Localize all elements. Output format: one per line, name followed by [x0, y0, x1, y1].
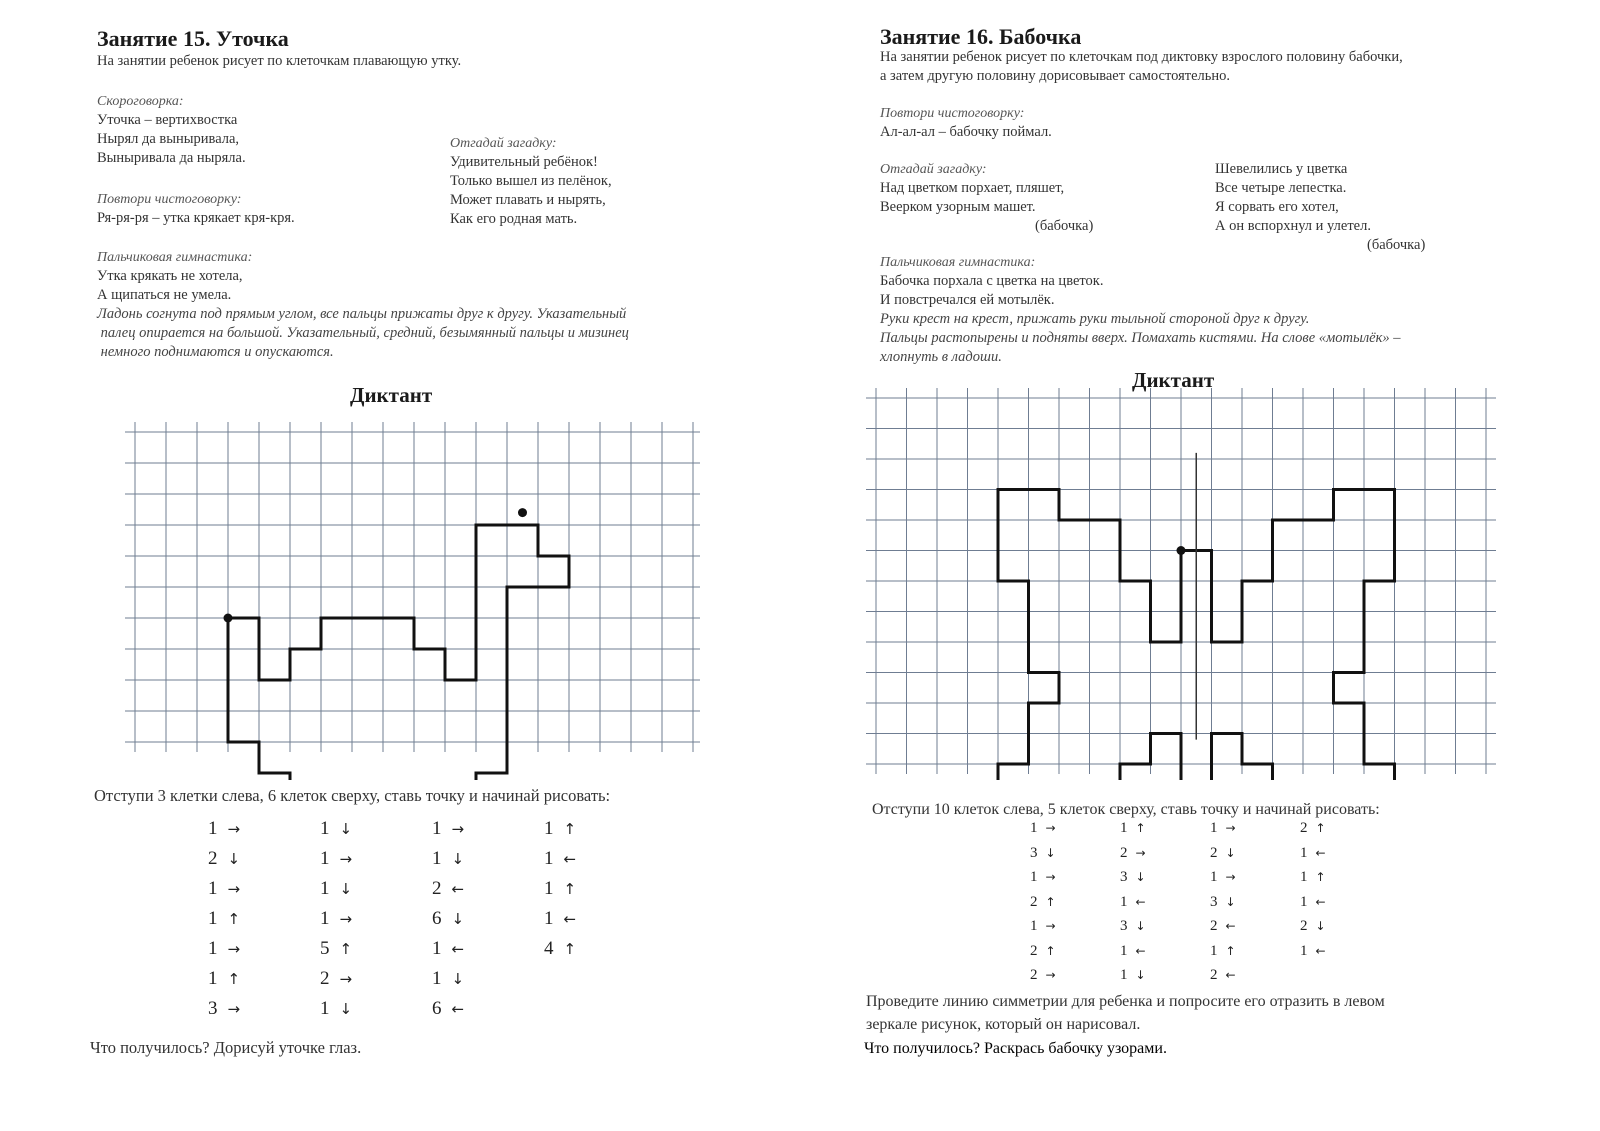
finger-gym-instruction: Ладонь согнута под прямым углом, все пальцы прижаты друг к другу. Указательный [97, 306, 627, 322]
arrow-up-icon: ↑ [1315, 821, 1326, 835]
pure-phrase-text: Ал-ал-ал – бабочку поймал. [880, 124, 1052, 140]
arrow-up-icon: ↑ [1315, 870, 1326, 884]
dictation-command [1300, 869, 1326, 886]
dictation-command [432, 938, 464, 960]
command-count: 1 [1210, 942, 1218, 959]
finger-gym-instruction: палец опирается на большой. Указательный, средний, безымянный пальцы и мизинец [97, 325, 629, 341]
dictation-command [320, 878, 352, 900]
lesson-16-intro [880, 48, 1403, 86]
arrow-up-icon: ↑ [339, 940, 353, 958]
dictation-command [1030, 918, 1056, 935]
command-count: 1 [1030, 820, 1038, 836]
dictation-command [208, 818, 240, 840]
dictation-command [1120, 918, 1146, 935]
riddle-line: Веерком узорным машет. [880, 199, 1036, 215]
dictation-command [208, 998, 240, 1020]
finger-gym-label: Пальчиковая гимнастика: [97, 250, 253, 265]
arrow-down-icon: ↓ [339, 1000, 353, 1018]
dictation-command [1030, 845, 1056, 862]
command-count: 2 [1300, 820, 1308, 836]
dictation-title: Диктант [350, 383, 433, 407]
finger-gym-line: А щипаться не умела. [97, 287, 232, 303]
riddle-line: Я сорвать его хотел, [1215, 199, 1339, 215]
command-count: 3 [1210, 893, 1218, 910]
command-count: 1 [432, 938, 442, 959]
arrow-right-icon: → [227, 820, 241, 838]
riddle2-block [1215, 160, 1425, 255]
dictation-command [544, 908, 576, 930]
riddle-line: Над цветком порхает, пляшет, [880, 180, 1065, 196]
command-count: 3 [1120, 869, 1128, 885]
dictation-command [1210, 869, 1236, 886]
riddle1-block [880, 160, 1093, 236]
arrow-right-icon: → [339, 850, 353, 868]
command-count: 2 [320, 968, 330, 989]
final-question: Что получилось? Дорисуй уточке глаз. [90, 1038, 362, 1057]
arrow-up-icon: ↑ [227, 910, 241, 928]
arrow-left-icon: ← [451, 940, 465, 958]
dictation-command [1300, 820, 1326, 837]
arrow-left-icon: ← [1225, 919, 1236, 933]
finger-gym-instruction: немного поднимаются и опускаются. [97, 344, 334, 360]
dictation-command [1120, 845, 1146, 862]
command-count: 2 [1030, 942, 1038, 959]
dictation-command [320, 968, 352, 990]
dictation-command [320, 848, 352, 870]
command-count: 4 [544, 938, 554, 959]
dictation-command [1120, 820, 1146, 837]
arrow-right-icon: → [1225, 870, 1236, 884]
arrow-right-icon: → [227, 1000, 241, 1018]
dictation-command [208, 938, 240, 960]
arrow-left-icon: ← [1135, 943, 1146, 958]
arrow-up-icon: ↑ [1225, 943, 1236, 958]
command-count: 1 [1300, 844, 1308, 861]
pure-phrase-text: Ря-ря-ря – утка крякает кря-кря. [97, 210, 295, 226]
arrow-up-icon: ↑ [1045, 943, 1056, 958]
dictation-command [544, 818, 576, 840]
command-count: 1 [320, 878, 330, 899]
dictation-command [1210, 943, 1236, 960]
butterfly-left-half [998, 490, 1212, 781]
dictation-command [1120, 967, 1146, 984]
riddle-line: А он вспорхнул и улетел. [1215, 218, 1371, 234]
arrow-left-icon: ← [1315, 845, 1326, 860]
duck-grid [100, 400, 700, 780]
arrow-down-icon: ↓ [1315, 919, 1326, 933]
command-count: 1 [1300, 869, 1308, 885]
dictation-command [432, 848, 464, 870]
arrow-right-icon: → [1045, 968, 1056, 982]
arrow-left-icon: ← [451, 880, 465, 898]
dictation-command [1300, 894, 1326, 911]
arrow-down-icon: ↓ [1135, 919, 1146, 933]
riddle-answer: (бабочка) [1367, 237, 1426, 253]
dictation-command [1300, 943, 1326, 960]
command-count: 1 [1120, 893, 1128, 910]
command-count: 1 [1030, 869, 1038, 885]
final-question: Что получилось? Раскрась бабочку узорами. [864, 1040, 1167, 1057]
arrow-left-icon: ← [1135, 894, 1146, 909]
dictation-command [1120, 869, 1146, 886]
pure-phrase-block [880, 104, 1052, 142]
dictation-command [544, 848, 576, 870]
butterfly-grid [862, 385, 1522, 780]
arrow-down-icon: ↓ [1225, 894, 1236, 909]
command-count: 3 [208, 998, 218, 1019]
grid-lines [125, 422, 700, 752]
riddle-line: Как его родная мать. [450, 211, 578, 227]
dictation-command [320, 938, 352, 960]
arrow-down-icon: ↓ [451, 970, 465, 988]
finger-gym-line: Бабочка порхала с цветка на цветок. [880, 273, 1104, 289]
finger-gym-instruction: Пальцы растопырены и подняты вверх. Помахать кистями. На слове «мотылёк» – [880, 330, 1401, 346]
arrow-left-icon: ← [563, 850, 577, 868]
arrow-right-icon: → [1045, 919, 1056, 933]
dictation-command [320, 908, 352, 930]
arrow-right-icon: → [451, 820, 465, 838]
command-count: 1 [1300, 942, 1308, 959]
dictation-command [320, 998, 352, 1020]
command-count: 1 [208, 938, 218, 959]
command-count: 1 [432, 818, 442, 839]
arrow-left-icon: ← [563, 910, 577, 928]
finger-gym-line: И повстречался ей мотылёк. [880, 292, 1055, 308]
dictation-command [1210, 918, 1236, 935]
arrow-right-icon: → [1045, 870, 1056, 884]
dictation-command [1210, 894, 1236, 911]
command-count: 2 [1210, 918, 1218, 934]
command-count: 1 [544, 848, 554, 869]
intro-line: а затем другую половину дорисовывает самостоятельно. [880, 68, 1231, 84]
arrow-down-icon: ↓ [1135, 870, 1146, 884]
arrow-down-icon: ↓ [1135, 968, 1146, 982]
duck-eye [518, 508, 527, 517]
arrow-right-icon: → [227, 880, 241, 898]
command-count: 5 [320, 938, 330, 959]
arrow-left-icon: ← [1315, 894, 1326, 909]
command-count: 1 [208, 878, 218, 899]
riddle-line: Только вышел из пелёнок, [450, 173, 612, 189]
arrow-right-icon: → [1135, 845, 1146, 860]
dictation-command [1210, 967, 1236, 984]
arrow-left-icon: ← [451, 1000, 465, 1018]
command-count: 1 [1120, 942, 1128, 959]
dictation-command [1300, 845, 1326, 862]
dictation-command [432, 968, 464, 990]
symmetry-note [866, 990, 1385, 1036]
finger-gym-instruction: Руки крест на крест, прижать руки тыльной стороной друг к другу. [880, 311, 1310, 327]
command-count: 1 [1120, 820, 1128, 836]
arrow-down-icon: ↓ [1225, 845, 1236, 860]
tongue-twister-line: Выныривала да ныряла. [97, 150, 246, 166]
command-count: 6 [432, 908, 442, 929]
command-count: 1 [1210, 869, 1218, 885]
command-count: 3 [1030, 844, 1038, 861]
arrow-down-icon: ↓ [451, 850, 465, 868]
command-count: 1 [208, 968, 218, 989]
lesson-15-page [0, 0, 780, 1131]
arrow-right-icon: → [227, 940, 241, 958]
arrow-right-icon: → [1225, 821, 1236, 835]
command-count: 1 [320, 908, 330, 929]
dictation-command [432, 908, 464, 930]
dictation-command [208, 908, 240, 930]
command-count: 1 [320, 998, 330, 1019]
command-count: 1 [320, 818, 330, 839]
command-count: 2 [1120, 844, 1128, 861]
riddle-answer: (бабочка) [1035, 218, 1094, 234]
arrow-right-icon: → [339, 910, 353, 928]
riddle-line: Шевелились у цветка [1215, 161, 1348, 177]
arrow-left-icon: ← [1225, 968, 1236, 982]
arrow-up-icon: ↑ [227, 970, 241, 988]
command-count: 2 [1030, 967, 1038, 983]
command-count: 1 [432, 848, 442, 869]
riddle-block [450, 134, 612, 229]
arrow-down-icon: ↓ [339, 820, 353, 838]
arrow-up-icon: ↑ [563, 940, 577, 958]
pure-phrase-label: Повтори чистоговорку: [880, 106, 1025, 121]
dictation-command [1030, 869, 1056, 886]
symmetry-note-line: Проведите линию симметрии для ребенка и попросите его отразить в левом [866, 993, 1385, 1010]
command-count: 2 [208, 848, 218, 869]
dictation-command [1030, 894, 1056, 911]
command-count: 1 [544, 908, 554, 929]
command-count: 1 [1030, 918, 1038, 934]
dictation-instruction: Отступи 10 клеток слева, 5 клеток сверху, ставь точку и начинай рисовать: [872, 801, 1380, 818]
arrow-down-icon: ↓ [451, 910, 465, 928]
dictation-command [1210, 845, 1236, 862]
dictation-command [1030, 820, 1056, 837]
command-count: 2 [1030, 893, 1038, 910]
dictation-command [544, 878, 576, 900]
command-count: 1 [208, 818, 218, 839]
riddle-label: Отгадай загадку: [880, 162, 987, 177]
dictation-command [208, 878, 240, 900]
dictation-command [1120, 894, 1146, 911]
riddle-line: Может плавать и нырять, [450, 192, 606, 208]
tongue-twister-line: Нырял да выныривала, [97, 131, 240, 147]
symmetry-note-line: зеркале рисунок, который он нарисовал. [866, 1016, 1141, 1033]
arrow-up-icon: ↑ [563, 820, 577, 838]
finger-gym-label: Пальчиковая гимнастика: [880, 255, 1036, 270]
pure-phrase-block [97, 190, 295, 228]
dictation-command [1210, 820, 1236, 837]
lesson-16-title: Занятие 16. Бабочка [880, 24, 1082, 49]
command-count: 1 [1210, 820, 1218, 836]
arrow-down-icon: ↓ [227, 850, 241, 868]
lesson-15-intro: На занятии ребенок рисует по клеточкам плавающую утку. [97, 53, 462, 69]
command-count: 2 [1300, 918, 1308, 934]
command-count: 1 [1300, 893, 1308, 910]
dictation-command [432, 998, 464, 1020]
butterfly-right-half [1181, 490, 1395, 781]
dictation-command [208, 848, 240, 870]
command-count: 2 [432, 878, 442, 899]
tongue-twister-line: Уточка – вертихвостка [97, 112, 238, 128]
command-count: 1 [544, 818, 554, 839]
command-count: 1 [320, 848, 330, 869]
dictation-instruction: Отступи 3 клетки слева, 6 клеток сверху, ставь точку и начинай рисовать: [94, 786, 611, 805]
arrow-up-icon: ↑ [563, 880, 577, 898]
dictation-command [208, 968, 240, 990]
command-count: 1 [544, 878, 554, 899]
arrow-down-icon: ↓ [1045, 845, 1056, 860]
arrow-down-icon: ↓ [339, 880, 353, 898]
dictation-title: Диктант [1132, 368, 1215, 392]
command-count: 6 [432, 998, 442, 1019]
dictation-command [1120, 943, 1146, 960]
arrow-up-icon: ↑ [1135, 821, 1146, 835]
dictation-command [1030, 967, 1056, 984]
finger-gym-block [880, 253, 1401, 367]
riddle-label: Отгадай загадку: [450, 136, 557, 151]
command-count: 1 [1120, 967, 1128, 983]
arrow-left-icon: ← [1315, 943, 1326, 958]
command-count: 1 [432, 968, 442, 989]
finger-gym-line: Утка крякать не хотела, [97, 268, 243, 284]
arrow-right-icon: → [1045, 821, 1056, 835]
dictation-command [320, 818, 352, 840]
finger-gym-block [97, 248, 629, 362]
command-count: 2 [1210, 967, 1218, 983]
finger-gym-instruction: хлопнуть в ладоши. [880, 349, 1002, 365]
riddle-line: Все четыре лепестка. [1215, 180, 1347, 196]
dictation-command [432, 818, 464, 840]
riddle-line: Удивительный ребёнок! [450, 154, 598, 170]
command-count: 3 [1120, 918, 1128, 934]
arrow-right-icon: → [339, 970, 353, 988]
command-count: 1 [208, 908, 218, 929]
dictation-command [1300, 918, 1326, 935]
tongue-twister-label: Скороговорка: [97, 94, 184, 109]
arrow-up-icon: ↑ [1045, 894, 1056, 909]
tongue-twister-block [97, 92, 246, 168]
command-count: 2 [1210, 844, 1218, 861]
lesson-16-page [860, 0, 1600, 1131]
start-dot [224, 614, 233, 623]
pure-phrase-label: Повтори чистоговорку: [97, 192, 242, 207]
dictation-command [1030, 943, 1056, 960]
lesson-15-title: Занятие 15. Уточка [97, 26, 289, 51]
intro-line: На занятии ребенок рисует по клеточкам под диктовку взрослого половину бабочки, [880, 49, 1403, 65]
dictation-command [432, 878, 464, 900]
dictation-command [544, 938, 576, 960]
